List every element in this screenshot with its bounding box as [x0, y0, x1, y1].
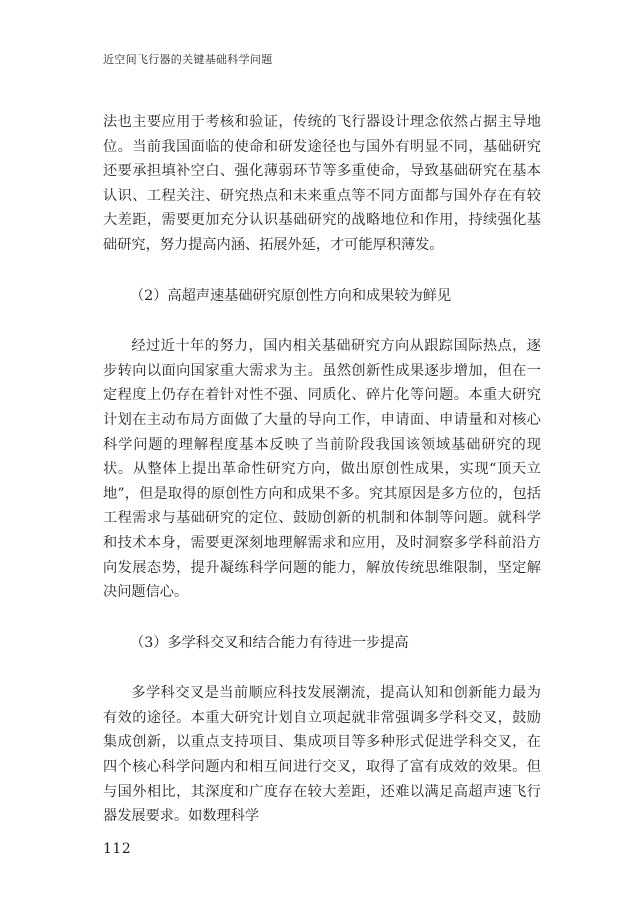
paragraph-continuation: 法也主要应用于考核和验证，传统的飞行器设计理念依然占据主导地位。当前我国面临的使命和研发途径也与国外有明显不同，基础研究还要承担填补空白、强化薄弱环节等多重使命，导致基础研究在基本认识、工程关注、研究热点和未来重点等不同方面都与国外存在有较大差距，需要更加充分认识基础研究的战略地位和作用，持续强化基础研究，努力提高内涵、拓展外延，才可能厚积薄发。 — [103, 114, 541, 253]
paragraph-section-2: 经过近十年的努力，国内相关基础研究方向从跟踪国际热点，逐步转向以面向国家重大需求为主。虽然创新性成果逐步增加，但在一定程度上仍存在着针对性不强、同质化、碎片化等问题。本重大研究计划在主动布局方面做了大量的导向工作，申请面、申请量和对核心科学问题的理解程度基本反映了当前阶段我国该领域基础研究的现状。从整体上提出革命性研究方向，做出原创性成果，实现“顶天立地”，但是取得的原创性方向和成果不多。究其原因是多方位的，包括工程需求与基础研究的定位、鼓励创新的机制和体制等问题。就科学和技术本身，需要更深刻地理解需求和应用，及时洞察多学科前沿方向发展态势，提升凝练科学问题的能力，解放传统思维限制，坚定解决问题信心。 — [103, 338, 541, 601]
section-heading-3: （3）多学科交叉和结合能力有待进一步提高 — [130, 634, 409, 651]
body-text — [103, 110, 541, 829]
section-heading-2: （2）高超声速基础研究原创性方向和成果较为鲜见 — [130, 287, 452, 304]
paragraph-section-3: 多学科交叉是当前顺应科技发展潮流，提高认知和创新能力最为有效的途径。本重大研究计划自立项起就非常强调多学科交叉，鼓励集成创新，以重点支持项目、集成项目等多种形式促进学科交叉，在四个核心科学问题内和相互间进行交叉，取得了富有成效的效果。但与国外相比，其深度和广度存在较大差距，还难以满足高超声速飞行器发展要求。如数理科学 — [103, 685, 541, 825]
running-header: 近空间飞行器的关键基础科学问题 — [103, 53, 273, 66]
page-number: 112 — [103, 841, 132, 857]
